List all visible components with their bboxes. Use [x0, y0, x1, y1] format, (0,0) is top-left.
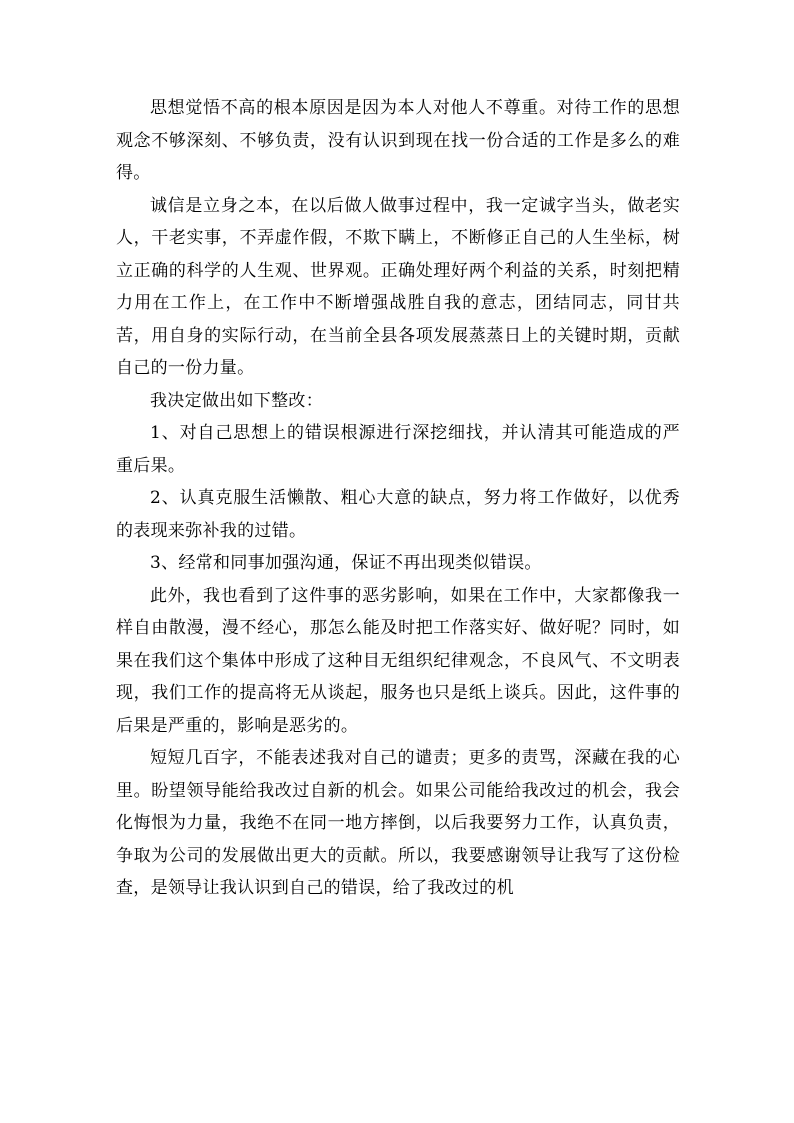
paragraph-rectification-item-2: 2、认真克服生活懒散、粗心大意的缺点，努力将工作做好，以优秀的表现来弥补我的过错。 — [116, 488, 680, 541]
paragraph-integrity: 诚信是立身之本，在以后做人做事过程中，我一定诚字当头，做老实人，干老实事，不弄虚作假，不欺下瞒上，不断修正自己的人生坐标，树立正确的科学的人生观、世界观。正确处理好两个利益的关系，时刻把精力用在工作上，在工作中不断增强战胜自我的意志，团结同志，同甘共苦，用自身的实际行动，在当前全县各项发展蒸蒸日上的关键时期，贡献自己的一份力量。 — [116, 195, 680, 378]
paragraph-awareness: 思想觉悟不高的根本原因是因为本人对他人不尊重。对待工作的思想观念不够深刻、不够负责，没有认识到现在找一份合适的工作是多么的难得。 — [116, 98, 680, 183]
paragraph-consequences: 此外，我也看到了这件事的恶劣影响，如果在工作中，大家都像我一样自由散漫，漫不经心，那怎么能及时把工作落实好、做好呢？同时，如果在我们这个集体中形成了这种目无组织纪律观念，不良风气、不文明表现，我们工作的提高将无从谈起，服务也只是纸上谈兵。因此，这件事的后果是严重的，影响是恶劣的。 — [116, 585, 680, 736]
paragraph-rectification-intro: 我决定做出如下整改： — [150, 390, 323, 411]
paragraph-rectification-item-3: 3、经常和同事加强沟通，保证不再出现类似错误。 — [150, 553, 542, 573]
paragraph-rectification-item-1: 1、对自己思想上的错误根源进行深挖细找，并认清其可能造成的严重后果。 — [116, 423, 680, 476]
paragraph-closing: 短短几百字，不能表述我对自己的谴责；更多的责骂，深藏在我的心里。盼望领导能给我改过自新的机会。如果公司能给我改过的机会，我会化悔恨为力量，我绝不在同一地方摔倒，以后我要努力工作，认真负责，争取为公司的发展做出更大的贡献。所以，我要感谢领导让我写了这份检查，是领导让我认识到自己的错误，给了我改过的机 — [116, 748, 680, 898]
document-body — [116, 92, 680, 905]
